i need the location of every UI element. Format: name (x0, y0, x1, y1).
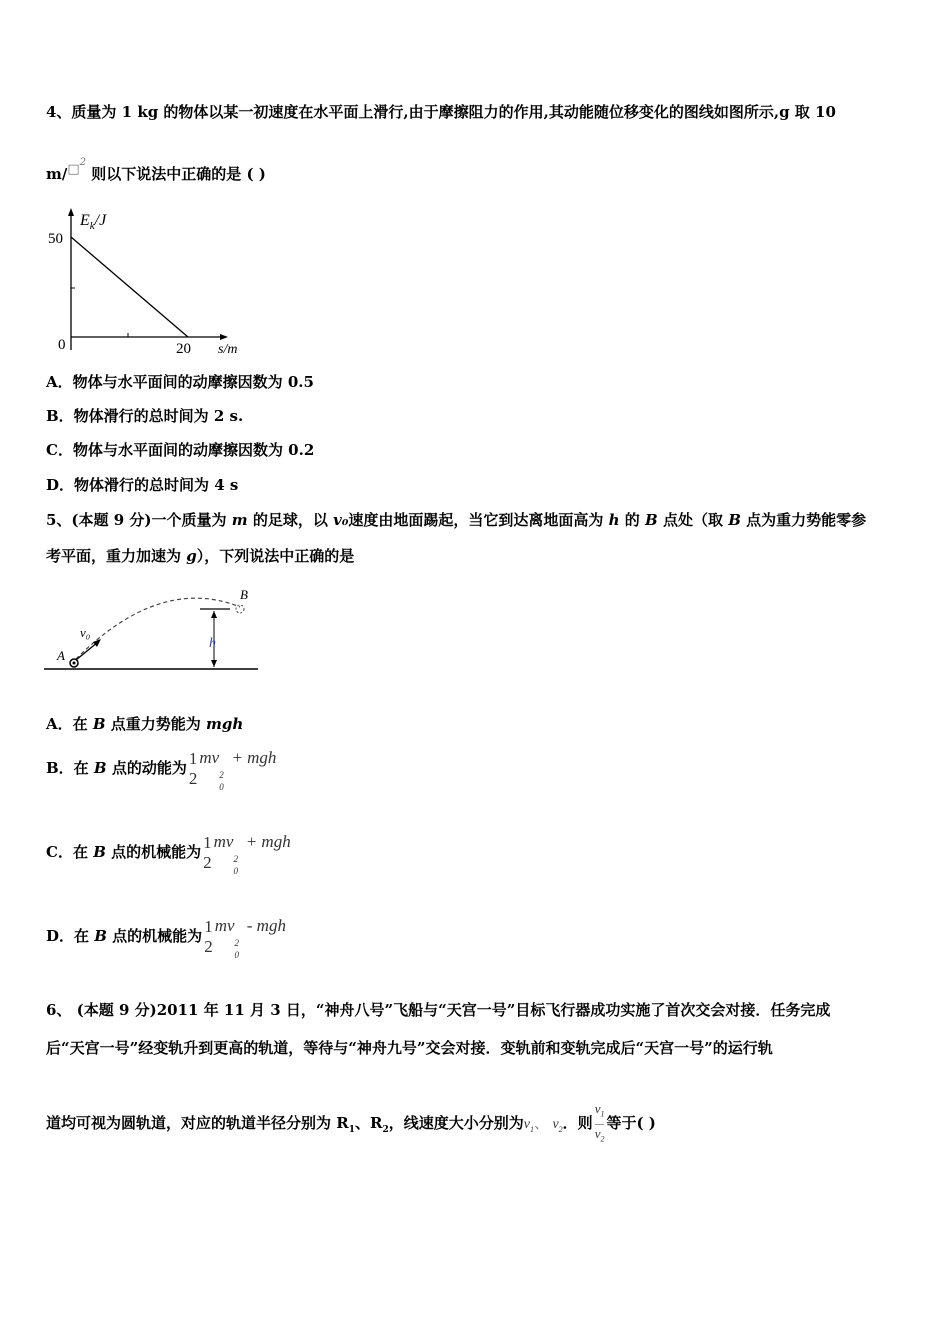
height-arrow-top (211, 611, 217, 618)
height-arrow-bottom (211, 660, 217, 667)
ball-b (236, 605, 244, 613)
x-axis-arrow (220, 334, 228, 340)
q4-option-c: C．物体与水平面间的动摩擦因数为 0.2 (46, 441, 315, 459)
q5-option-b: B．在 B 点的动能为 1 2 mv 2 0 + mgh (46, 748, 277, 792)
q4-option-d: D．物体滑行的总时间为 4 s (46, 476, 239, 494)
q4-stem-line2: m/□$^2$ 则以下说法中正确的是 ( ) (46, 157, 266, 183)
q5-option-d: D．在 B 点的机械能为 1 2 mv 2 0 - mgh (46, 916, 286, 960)
projectile-figure (40, 585, 265, 680)
ek-s-graph (40, 205, 250, 360)
y-axis-arrow (68, 208, 74, 216)
fraction-half: 1 2 (203, 833, 212, 872)
q4-option-a: A．物体与水平面间的动摩擦因数为 0.5 (46, 373, 314, 391)
q4-stem-line1: 4、质量为 1 kg 的物体以某一初速度在水平面上滑行,由于摩擦阻力的作用,其动能随位移变化的图线如图所示,g 取 10 (46, 103, 836, 121)
x-tick-label: 20 (176, 341, 191, 357)
label-v0: v₀ (80, 625, 91, 640)
ek-line (71, 237, 188, 337)
fraction-half: 1 2 (204, 917, 213, 956)
fraction-half: 1 2 (188, 749, 198, 788)
q6-stem-line3: 道均可视为圆轨道，对应的轨道半径分别为 $R_1$、$R_2$，线速度大小分别为$v_1$、 $v_2$．则 $\frac{v_1}{v_2}$ 等于( ) (46, 1100, 656, 1152)
label-b: B (240, 587, 248, 602)
x-axis-label: s/m (218, 342, 238, 357)
y-tick-label: 50 (48, 231, 63, 247)
q5-stem-line1: 5、(本题 9 分)一个质量为 m 的足球，以 v₀速度由地面踢起，当它到达离地面高为 h 的 B 点处（取 B 点为重力势能零参 (46, 511, 867, 529)
q6-stem-line1: 6、 (本题 9 分)2011 年 11 月 3 日，“神舟八号”飞船与“天宫一号”目标飞行器成功实施了首次交会对接．任务完成 (46, 1001, 831, 1019)
y-axis-label: $E_k/J$ (80, 212, 107, 232)
origin-label: 0 (58, 337, 66, 353)
q5-option-c: C．在 B 点的机械能为 1 2 mv 2 0 + mgh (46, 832, 291, 876)
label-a: A (57, 648, 65, 663)
q5-stem-line2: 考平面，重力加速为 g），下列说法中正确的是 (46, 547, 355, 565)
fraction-v1-over-v2: $\frac{v_1}{v_2}$ (594, 1101, 605, 1144)
q5-option-a: A．在 B 点重力势能为 mgh (46, 715, 244, 733)
q6-stem-line2: 后“天宫一号”经变轨升到更高的轨道，等待与“神舟九号”交会对接．变轨前和变轨完成后“天宫一号”的运行轨 (46, 1039, 773, 1057)
q4-option-b: B．物体滑行的总时间为 2 s. (46, 407, 244, 425)
v0-arrow (76, 642, 98, 660)
label-h: h (209, 636, 216, 651)
ball-a-core (73, 662, 76, 665)
